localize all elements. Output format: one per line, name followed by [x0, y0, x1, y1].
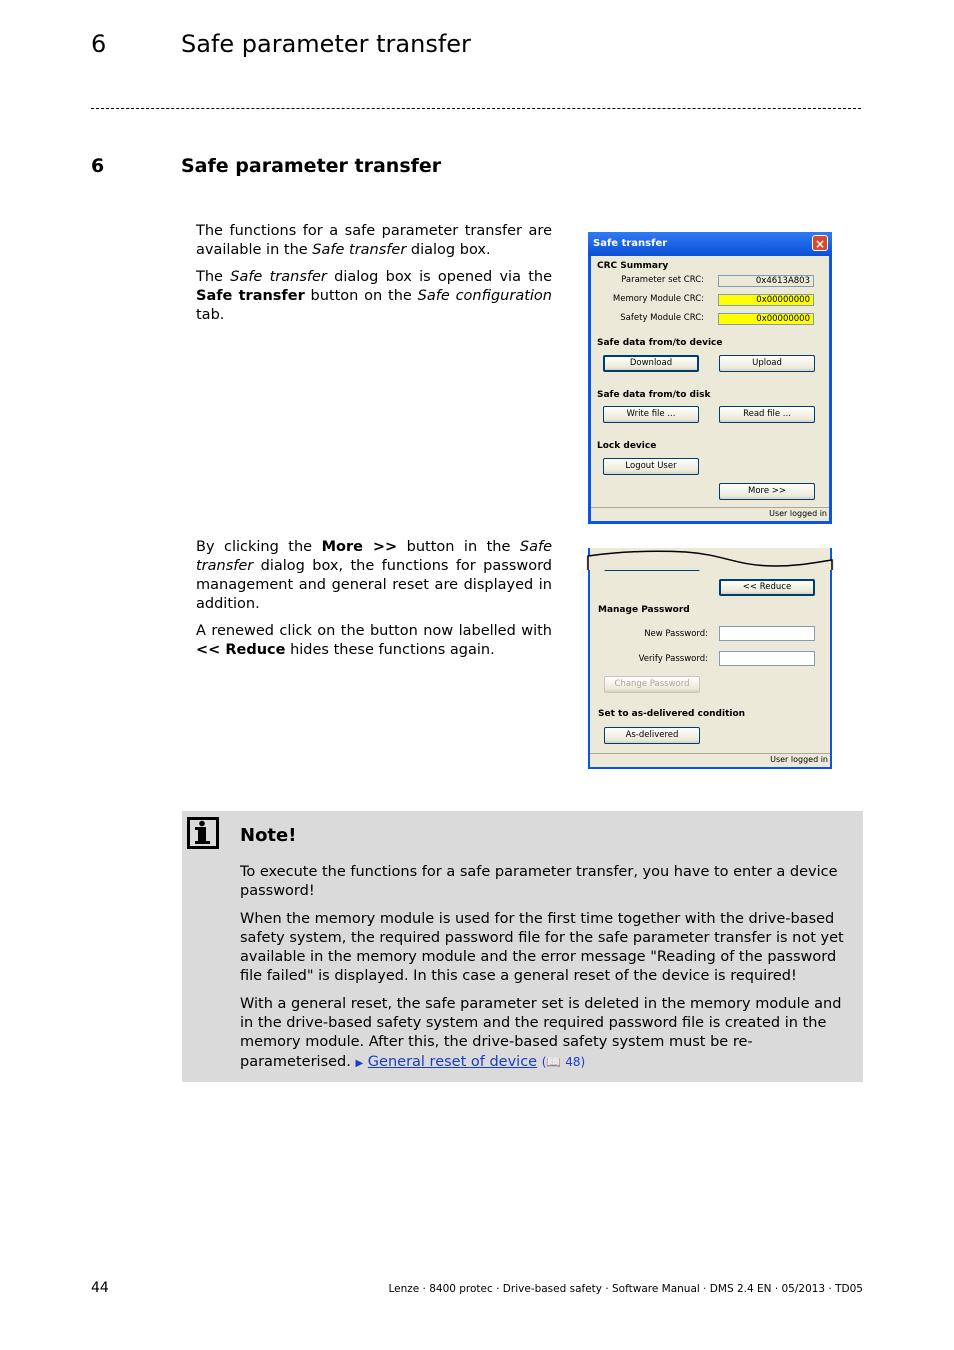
crc-summary-label: CRC Summary — [597, 261, 669, 271]
new-password-label: New Password: — [644, 629, 708, 639]
section-title: Safe parameter transfer — [181, 155, 442, 177]
link-arrow-icon: ▶ — [355, 1057, 364, 1069]
param-set-crc-value: 0x4613A803 — [718, 275, 814, 287]
intro-text: The functions for a safe parameter transfer are available in the Safe transfer dialog box. The Safe transfer dialog box is opened via the Safe transfer button on the Safe configuration tab. — [196, 223, 553, 323]
chapter-number: 6 — [91, 30, 107, 58]
page-reference[interactable]: (📖 48) — [541, 1054, 586, 1069]
safety-module-crc-value: 0x00000000 — [718, 313, 814, 325]
safe-data-device-label: Safe data from/to device — [597, 338, 723, 348]
status-bar — [590, 753, 830, 767]
footer-text: Lenze · 8400 protec · Drive-based safety · Software Manual · DMS 2.4 EN · 05/2013 · TD05 — [388, 1283, 863, 1295]
safe-transfer-dialog-expanded — [588, 548, 832, 769]
verify-password-input[interactable] — [719, 651, 815, 666]
safety-module-crc-label: Safety Module CRC: — [620, 313, 704, 323]
note-paragraph: With a general reset, the safe parameter set is deleted in the memory module and in the drive-based safety system and the required password file is created in the memory module. After this, the drive-based safety system must be re-parameterised. ▶ General reset of device (📖 48) — [240, 995, 842, 1070]
note-box — [182, 811, 863, 1082]
note-paragraph: To execute the functions for a safe parameter transfer, you have to enter a device password! — [240, 864, 838, 900]
more-button[interactable]: More >> — [719, 483, 815, 500]
status-text: User logged in — [770, 755, 828, 764]
safe-data-disk-label: Safe data from/to disk — [597, 390, 711, 400]
read-file-button[interactable]: Read file ... — [719, 406, 815, 423]
status-bar — [591, 507, 829, 521]
status-text: User logged in — [769, 509, 827, 518]
safe-transfer-dialog — [588, 232, 832, 524]
verify-password-label: Verify Password: — [638, 654, 708, 664]
info-icon — [187, 817, 219, 849]
logout-user-button[interactable]: Logout User — [603, 458, 699, 475]
memory-module-crc-label: Memory Module CRC: — [612, 294, 704, 304]
change-password-button[interactable]: Change Password — [604, 676, 700, 693]
note-body — [240, 863, 844, 1081]
general-reset-link[interactable]: General reset of device — [367, 1053, 538, 1070]
as-delivered-label: Set to as-delivered condition — [598, 709, 746, 719]
as-delivered-button[interactable]: As-delivered — [604, 727, 700, 744]
torn-edge-decoration — [586, 548, 834, 570]
note-paragraph: When the memory module is used for the first time together with the drive-based safety system, the required password file for the safe parameter transfer is not yet available in the memory module and the error message "Reading of the password file failed" is displayed. In this case a general reset of the device is required! — [240, 910, 844, 985]
section-number: 6 — [91, 155, 105, 177]
dialog-titlebar — [588, 232, 832, 256]
dialog-title: Safe transfer — [593, 238, 668, 249]
page-number: 44 — [91, 1280, 109, 1296]
upload-button[interactable]: Upload — [719, 355, 815, 372]
reduce-button[interactable]: << Reduce — [719, 579, 815, 596]
chapter-title: Safe parameter transfer — [181, 30, 471, 58]
manage-password-label: Manage Password — [598, 605, 690, 615]
close-icon[interactable]: × — [812, 235, 828, 251]
memory-module-crc-value: 0x00000000 — [718, 294, 814, 306]
lock-device-label: Lock device — [597, 441, 657, 451]
note-heading: Note! — [240, 825, 297, 846]
write-file-button[interactable]: Write file ... — [603, 406, 699, 423]
book-icon: 📖 — [546, 1054, 562, 1069]
new-password-input[interactable] — [719, 626, 815, 641]
param-set-crc-label: Parameter set CRC: — [621, 275, 704, 285]
dialog-client-area — [591, 256, 829, 521]
download-button[interactable]: Download — [603, 355, 699, 372]
more-text: By clicking the More >> button in the Safe transfer dialog box, the functions for password management and general reset are displayed in addition. A renewed click on the button now labelled with << Reduce hides these functions again. — [196, 539, 552, 658]
header-divider — [91, 108, 861, 109]
